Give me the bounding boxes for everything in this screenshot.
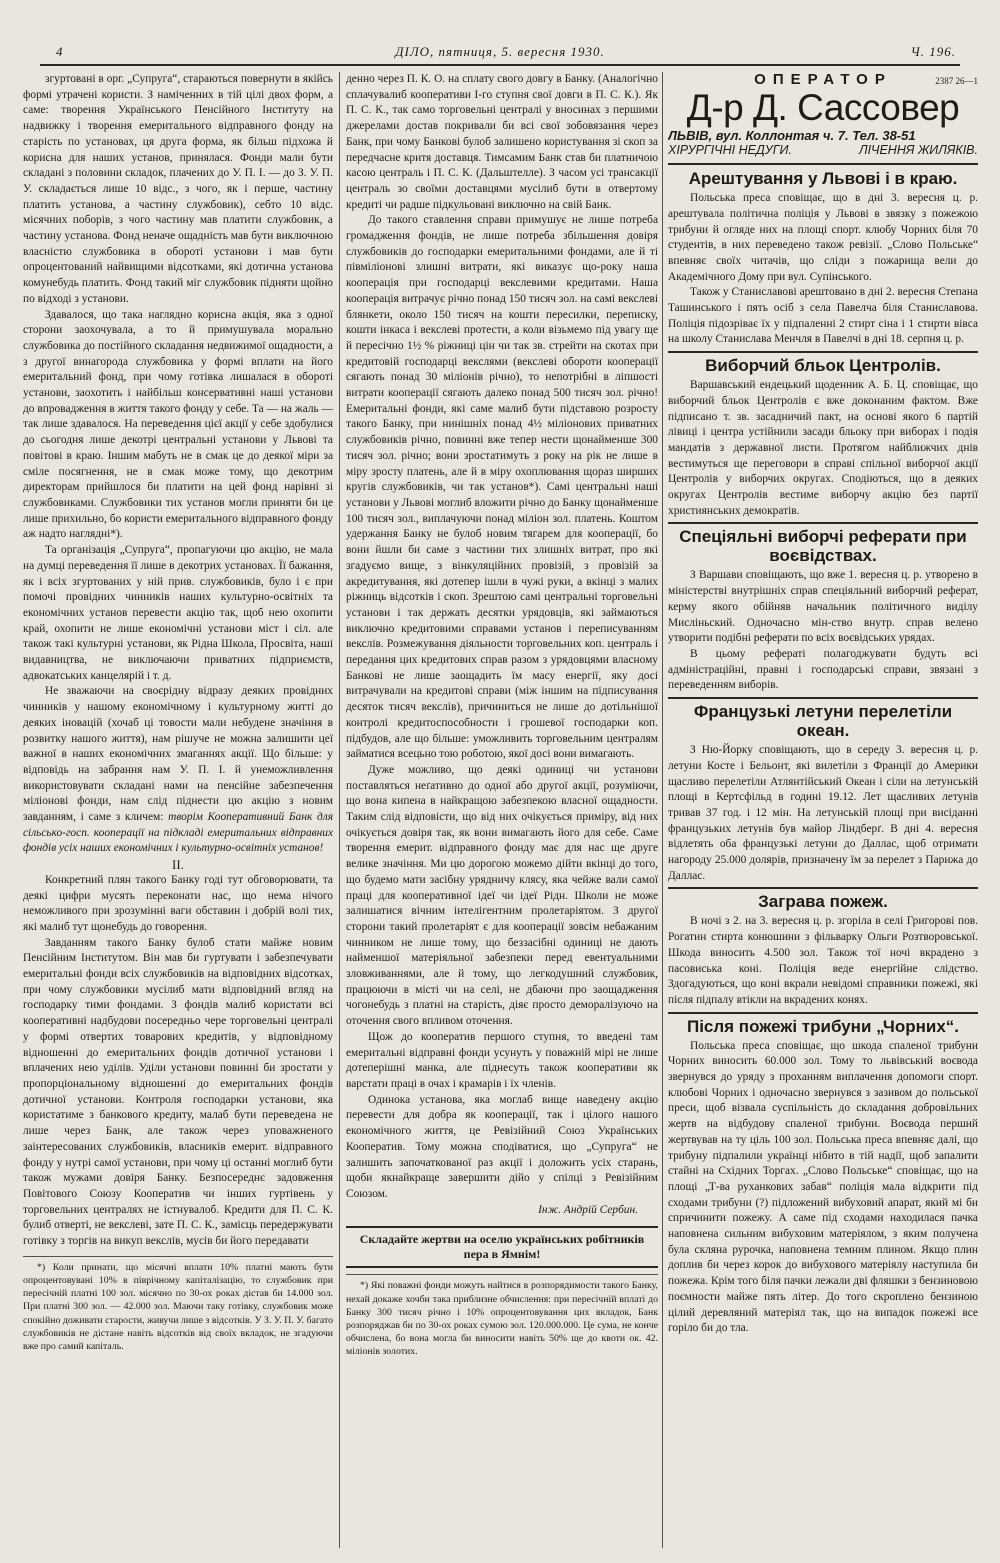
news-paragraph: В цьому рефераті полагоджувати будуть всі адміністраційні, правні і господарські справи, звязані з переведенням виборів.: [668, 647, 978, 692]
article-paragraph: Щож до кооператив першого ступня, то введені там емеритальні відправні фонди усунуть у поважній мірі не лише дотеперішні манка, але піднесуть також кооперативи як варстати праці в очах і крамарів і їх членів.: [346, 1030, 658, 1090]
news-paragraph: З Ню-Йорку сповіщають, що в середу 3. вересня ц. р. летуни Косте і Бельонт, які вилетіли з Франції до Америки щасливо перелетіли Атлянтійський Океан і сіли на летунській площі в Кертсфільд в годині 19.12. Лет щасливих летунів тривав 37 год. і 12 мін. На летунській площі при висіданні французьких летунів був майор Ліндберґ. В дні 4. вересня відлетять оба французькі летуни до Даллас, щоб отримати нагороду 25.000 долярів, призначену їм за перелет з Парижа до Даллас.: [668, 744, 978, 882]
page-header: [40, 40, 960, 66]
article-paragraph: Конкретний плян такого Банку годі тут обговорювати, та деякі цифри мусять переконати нас, що нема нічого неможливого при зрозумінні ваги обставин і добрій волі тих, які малиб тут щонебудь до говорення.: [23, 873, 333, 933]
masthead: ДІЛО, пятниця, 5. вересня 1930.: [395, 44, 605, 59]
ad-address: ЛЬВІВ, вул. Коллонтая ч. 7. Тел. 38-51: [668, 127, 916, 143]
column-rule: [662, 72, 663, 1548]
news-paragraph: Польська преса сповіщає, що шкода спаленої трибуни Чорних виносить 60.000 зол. Тому то львівський воєвода звернувся до уряду з проханням виплачення допомоги спорт. клюбові Чорних і одночасно звернувся з зазивом до польської преси, щоб візвала суспільність до складання добровільних жертв на відбудову спаленої трибуни. Воєвода перший жертвував на ту ціль 100 зол. Польська преса впевняє далі, що трибуну підпалили українці нібито в тій надії, щоб запалити стайні на Східних Торгах. „Слово Польське“ сповіщає, що на площі „Т-ва руханкових забав“ поліція мала відкрити під сходами трибуни (?) підложений вибуховий апарат, який мі би спричинити пожежу. А саме під сходами находилася пачка наповнена сильним вибуховим матеріялом, з яким получена була скляна рурочка, наповнена темним плином. Якщо плин доплив би через корок до вибухового матеріялу наступила би пожежа. Крім того біля пачки лежали дві фляшки з бензиновою поємности майже пять літер. До того скроплено бензиною цілий деревляний матеріял так, що на випадок пожежі все горіло би до тла.: [668, 1039, 978, 1335]
article-paragraph: Не зважаючи на своєрідну відразу деяких провідних чинників у нашому економічному і культурному житті до деяких іновацій (хочаб ці товости мали небудене значіння в розвитку нашого життя), нам рішуче не можна залишити цеї важної в наших економічних змаганнях акції. Що більше: у відповідь на забрання нам У. П. І. й унеможливлення використовувати складані нами на пенсійне забезпечення міліонові фонди, нам слід піднести цю акцію з новим завданням, і саме з кличем: творім Кооперативний Банк для сільсько-госп. кооперації на підкладі емеритальних відправних фондів усіх наших економічних і культурно-освітніх установ!: [23, 685, 333, 855]
article-column-1: [23, 72, 333, 1548]
page-number: 4: [56, 44, 64, 59]
ad-specialty: ЛІЧЕННЯ ЖИЛЯКІВ.: [859, 143, 978, 158]
news-headline: Спеціяльні виборчі реферати при воєвідствах.: [679, 527, 967, 566]
section-mark: II.: [172, 857, 184, 873]
footnote: [23, 1256, 333, 1353]
news-headline: Заграва пожеж.: [758, 892, 888, 912]
article-paragraph: Дуже можливо, що деякі одиниці чи установи поставляться неґативно до одної або другої акції, розуміючи, що вона кипена в найкращою забезпекою власної ощадности. Таким слід відповісти, що від них очікується приміру, від них очікується довіря так, як вони вимагають його для себе. Саме творення емерит. відправного фонду має для нас ще друге велике значіння. Ми цю дорогою можемо дійти вкінці до того, що будемо мати засібну урядничу клясу, яка чейже вали самої праці для кооперативної ідеї чи ідеї Рідн. Школи не може залишатися вічним інтелігентним пролетаріятом. З другої сторони такий пролетаріят є для кооперації зовсім небажаним чинником не лише тому, що беззасібні одиниці не дають найменшої матеріяльної забезпеки перед евентуальними зловживаннями, але й тому, що легкодушний службовик, працюючи в місті чи на селі, не дбаючи про заощадження чогонебудь з платні на старість, діяє просто деморалізуючо на оточення свого впливом оточення.: [346, 763, 658, 1028]
news-column: [668, 72, 978, 1548]
news-paragraph: Варшавський ендецький щоденник А. Б. Ц. сповіщає, що виборчий бльок Центролів є вже доконаним фактом. Вже підписано т. зв. засадничий пакт, на основі якого 6 партій лівиці і центра устійнили засади бльоку при виборах і подія мандатів з державної листи. Протягом найближчих днів вестимуться ще переговори в справі спільної виборчої акції Центролів у виборчих округах. Сподіються, що в деяких округах Центролів вестиме виборчу акцію без партії християнських демократів.: [668, 379, 978, 517]
news-item: [668, 702, 978, 889]
article-paragraph: Завданням такого Банку булоб стати майже новим Пенсійним Інститутом. Він мав би гуртувати і забезпечувати емеритальні фонди всіх службовиків на відповідних відсотках, при чому службовики мусілиб мати відповідний вгляд на господарку тими фондами. З фондів малиб користати всі кооперативні надбудови посередньо чере торговельні централі у формі отвертих товарових кредитів, у відповідному відношенні до емеритальних фондів дотичної установи і вплачених нею уділів. Уділи установи повинні би зростати у пропорціональному відношенні до емеритальних фондів дотичної установи. Контроля господарки установи, яка користатиме з банкового кредиту, малаб бути переведена не лише через Банк, але також через уповажненого заінтересованих службовиків, власників емерит. відправного фонду у нутрі самої установи, при чому ці останні моглиб бути також мужами довіря Банку. Безпосереднє задовження Повітового Союзу Кооператив чи інших гуртівень у торговельних централях не істнувалоб. Кредити для П. С. К. булиб отверті, не векслеві, зате П. С. К., замісць передержувати готівку з торгів на викуп векслів, мусів би його передавати: [23, 936, 333, 1248]
news-headline: Французькі летуни перелетіли океан.: [693, 702, 953, 741]
article-paragraph: Одинока установа, яка моглаб вище наведену акцію перевести для добра як кооперації, так і цілого нашого економічного життя, це Ревізійний Союз Українських Кооператив. Тому можна сподіватися, що „Супруга“ не залишить започаткованої раз акції і доложить усіх старань, щоби якнайкраще завершити дійо у спілці з Ревізійним Союзом.: [346, 1093, 658, 1200]
news-item: [668, 527, 978, 699]
issue-number: Ч. 196.: [910, 44, 956, 59]
news-item: [668, 1017, 978, 1340]
article-paragraph: згуртовані в орг. „Супруга“, стараються повернути в якійсь формі утрачені користи. З наміченних в тій цілі двох форм, а саме: творення Українського Пенсійного Інституту на надвижку і творення емеритального відправного фонду на старість по установах, ця друга форма, як більш підхожа й корисна для наших установ, принялася. Фонди мали бути складані з половини складок, плачених до У. П. І. — до З. У. П. У. складається лише 10 відс., з чого, як і перше, частину платить установа, а частину службовик), себто 10 відс. місячних поборів, з чого частину мав платити службовик, а частину установа. Фонд неначе ощадність мав бути виключною власністю службовика в обороті установи і мав бути опроцентований найвищими відсотками, які дотична установа комунебудь платить. Фонд такий міг службовик підняти щойно по відході з установи.: [23, 73, 333, 305]
article-paragraph: Та організація „Супруга“, пропагуючи цю акцію, не мала на думці переведення її лише в декотрих установах. Її бажання, як і всіх згуртованих у ній прив. службовиків, було і є при помочі провідних чинників наших культурно-освітніх та економічних установ перевести акцію так, щоб нею охопити край, охопити не лише економічні установи міст і сіл. але також такі культурні установи, як Рідна Школа, Просвіта, наші видавництва, не виключаючи приватних підприємств, адвокатських канцелярій і т. д.: [23, 544, 333, 682]
article-paragraph: Здавалося, що така наглядно корисна акція, яка з одної сторони заохочувала, а то й примушувала морально службовика до постійного складання недвижимої ощадности, а з другої винагорода службовика у формі вплати на його емеритальний фонд, при чому готівка лишалася в обороті установи, заохотить і найбільш консервативні наші установи до впровадження в життя такого фонду у себе. Та — на жаль — так лише здавалося. На переведення цієї акції у себе здобулися до сьогодня лише декотрі центральні установи у Львові та повітові в краю. Іншим мабуть не в смак це до деякої міри за сміле посягнення, не в смак може тому, що декотрим директорам прийшлося би платити на цей фонд нарівні зі службовиками. Службовики тих установ могли приняти би це лише прихильно, бо користи емеритального відправного фонду аж надто наглядні*).: [23, 308, 333, 541]
footnote-text: *) Які поважні фонди можуть найтися в розпорядимости такого Банку, нехай докаже хочби така приблизне обчислення: при пересічній вплаті до Банку 300 тисяч річно і 10% опроцентовування цих вкладок, Банк розпоряджав би по 30-ох роках сумою зол. 120.000.000. Це сума, не конче обчислена, бо вона могла би виносити навіть 50% ще до квоти ок. 42. міліонів золотих.: [346, 1280, 658, 1358]
ad-phone-tag: 2387 26—1: [935, 76, 978, 86]
author-signature: Інж. Андрій Сербин.: [538, 1203, 638, 1216]
news-item: [668, 892, 978, 1013]
ad-doctor-name: Д-р Д. Сассовер: [686, 86, 960, 128]
news-item: [668, 169, 978, 353]
news-headline: Арештування у Львові і в краю.: [688, 169, 958, 189]
ad-specialty: ХІРУРГІЧНІ НЕДУГИ.: [668, 143, 792, 158]
news-paragraph: Польська преса сповіщає, що в дні 3. вересня ц. р. арештувала політична поліція у Львові в звязку з пожежою трибуни й огляде них на площі спорт. клюбу Чорних біля 70 студентів, в них переведено також ревізії. „Слово Польське“ впевняє своїх читачів, що сліди з пожарища вели до Академічного Дому при вул. Супінського.: [668, 192, 978, 283]
article-paragraph: До такого ставлення справи примушує не лише потреба громадження фондів, не лише потреба збільшення довіря службовиків до господарки емеритальними фондами, але й ті півміліонові злишні витрати, які виказує що-року наша кооперація при господарці векслевими кредитами. Наша кооперація витрачує річно понад 150 тисяч зол. на самі векслеві блянкети, около 150 тисяч на кошти пересилки, переписку, кошти інкаса і векслеві протести, а коли візьмемо під увагу ще й пересічно 1½ % ріжниці цін чи так зв. стрейти на скотах при кредитовій господарці векслями (векслеві обороти кооперації сягають понад 30 міліонів річно), то непотрібні в ліпшості витрати кооперації сягають далеко понад 500 тисяч зол. річно! Емеритальні фонди, які саме малиб бути підставою розросту такого Банку, при нинішніх понад 4½ міліонових приватних службовиків річно, повинні вже тепер нести щонайменше 300 тисяч зол. річно; вони зростатимуть з року на рік не лише в міру зросту платень, але й в міру охоплювання щораз ширших кругів службовиків, чи так установ*). Самі центральні наші установи у Львові моглиб вложити річно до Банку щонайменше 100 тисяч зол., виплачуючи понад міліон зол. платень. Коштом удержання Банку не булоб новим тягарем для кооперації, бо вони йшли би саме з частини тих злишніх витрат, про які згадуємо вище, з вінкуляційних провізій, з провізій за акредитування, які дотепер ішли в чужі руки, а вкінці з малих ріжниць відсотків і скоп. Зрештою самі центральні торговельні установи і так держать десятки урядовців, які займаються виключно кредитовими справами установ і переписуванням векслів. Розмежування діяльности торговельних коп. централь і передання цих кредитових справ разом з урядовцями власному Банкові не лише заощадить їм масу енергії, яку досі витрачували на кредитові справи (між іншим на підписування десяток тисяч векслів), причиниться не лише до дотільнішої контролі кредитоспособности і грошевої господарки коп. підбудов, але що більше: уможливить торговельним централям займатися всецьно тою роботою, якої досі вони вимагають.: [346, 214, 658, 761]
footnote: [346, 1274, 658, 1358]
news-paragraph: В ночі з 2. на 3. вересня ц. р. згоріла в селі Григорові пов. Рогатин стирта конюшини з фільварку Ольги Розтворовської. Шкода виносить 4.500 зол. Також тої ночі вкрадено з пасовиська коні. Поліція веде енергійне слідство. Здогадуються, що коні вкрали невідомі справники пожежі, які після підпалу втікли на вкрадених конях.: [668, 915, 978, 1006]
news-paragraph: З Варшави сповіщають, що вже 1. вересня ц. р. утворено в міністерстві внутрішніх справ спеціяльний виборчий реферат, керму якого обійняв начальник політичного виділу Мисліньский. Одночасно мін-ство внутр. справ велено утворити подібні реферати по всіх воєвідських урядах.: [668, 569, 978, 645]
news-headline: Виборчий бльок Центролів.: [705, 356, 941, 376]
doctor-advertisement: [668, 72, 978, 165]
ad-label: ОПЕРАТОР: [754, 72, 892, 88]
news-item: [668, 356, 978, 524]
news-headline: Після пожежі трибуни „Чорних“.: [686, 1016, 960, 1036]
footnote-text: *) Коли принати, що місячні вплати 10% платні мають бути опроцентовувані 10% в піврічному капіталізацію, то службовик при пересічній платні 100 зол. місячно по 30-ох роках дістав би 14.000 зол. При платні 300 зол. — 42.000 зол. Маючи таку готівку, службовик може спокійно доживати старости, живучи лише з відсотків. У З. У. П. У. багато службовиків не дістане навіть відсотків від своїх вкладок, не згадуючи вже про самий капіталь.: [23, 1261, 333, 1352]
donation-appeal: Складайте жертви на оселю українських робітників пера в Ямнім!: [346, 1226, 658, 1268]
article-column-2: [346, 72, 658, 1548]
article-paragraph: денно через П. К. О. на сплату свого довгу в Банку. (Аналогічно сплачувалиб кооперативи І-го ступня свої довги в П. С. К.). Як П. С. К., так само торговельні централі у вносинах з першими джерелами достав покривали би всі свої зобовязання через Банк, при чому Банкові булоб залишено користування зі скоп за передчасне критя доставця. Тимсамим Банк став би платничою касою централь і П. С. К. (Дальштелле). З часом усі трансакції централь зо своїми доставцями мусілиб бути в отвертому кредиті чи радше підкульовані виключно на свій Банк.: [346, 73, 658, 211]
ad-specialties: [668, 143, 978, 159]
column-rule: [339, 72, 340, 1548]
article-slogan: творім Кооперативний Банк для сільсько-госп. кооперації на підкладі емеритальних відправних фондів усіх наших економічних і культурно-освітніх установ!: [23, 811, 333, 855]
news-paragraph: Також у Станиславові арештовано в дні 2. вересня Степана Ташинського і пять осіб з села Павелча біля Станиславова. Поліція підозріває їх у підпаленні 2 стирт сіна і 1 стирти вівса на школу Станислава Менчля в Павелчі в дні 18. серпня ц. р.: [668, 286, 978, 346]
